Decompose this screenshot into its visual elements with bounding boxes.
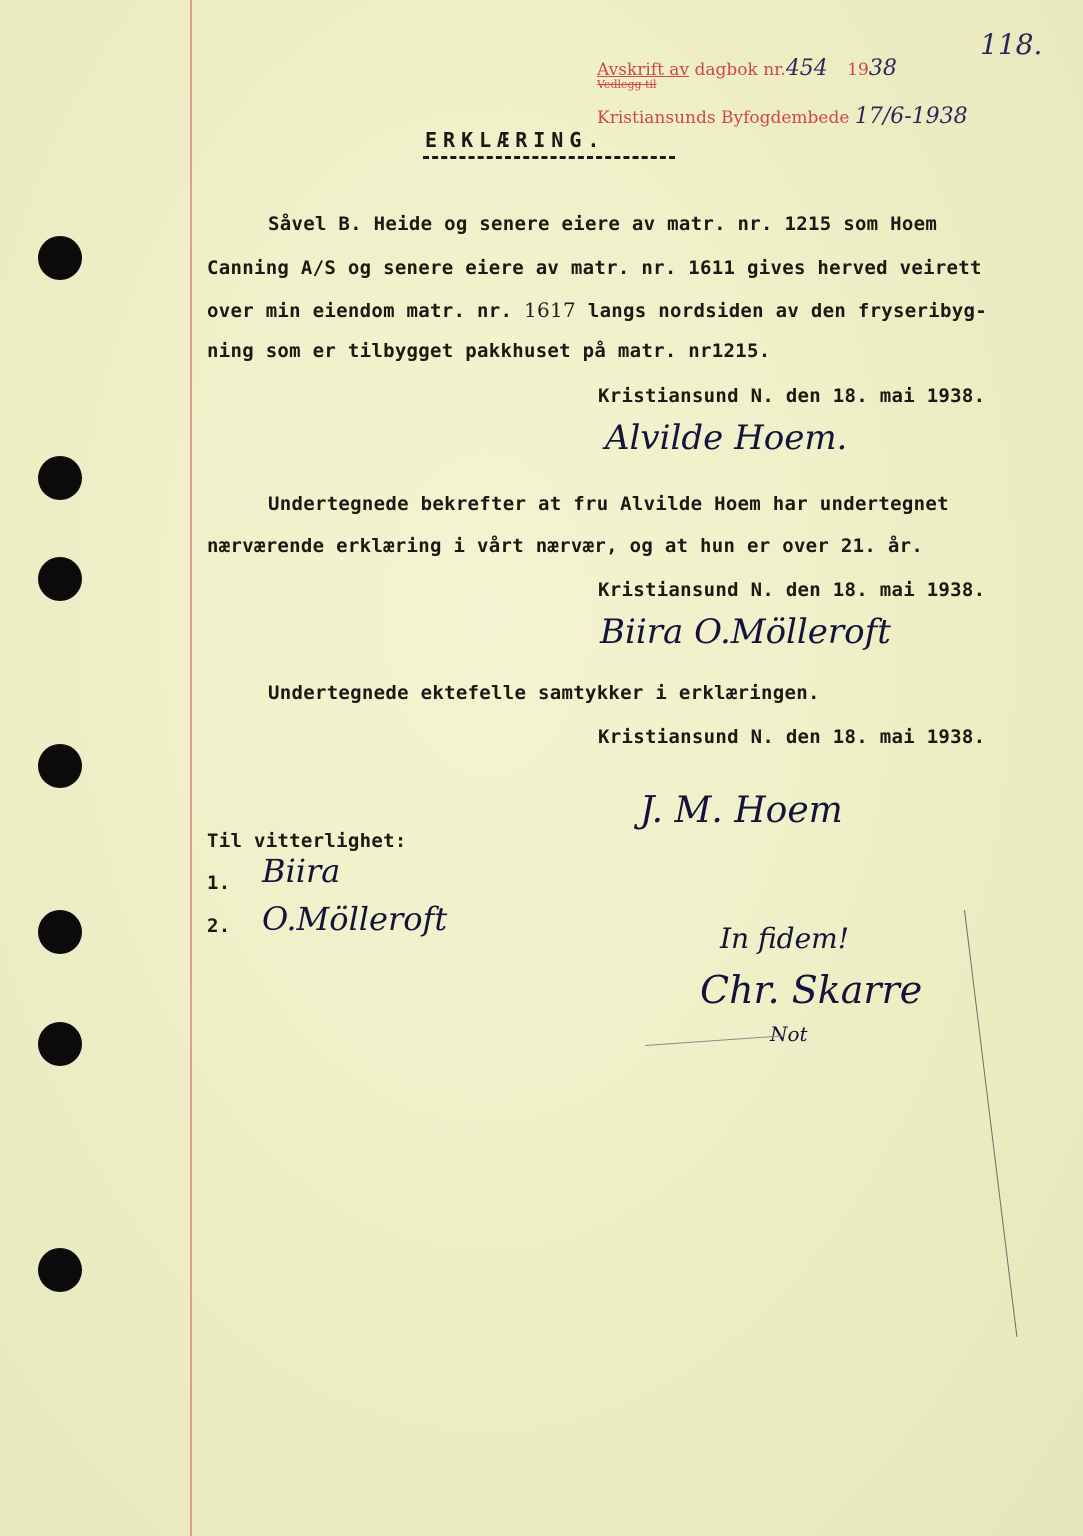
- punch-hole: [38, 557, 82, 601]
- certification-signature: Chr. Skarre: [700, 968, 923, 1012]
- paragraph2-line2: nærværende erklæring i vårt nærvær, og at hun er over 21. år.: [207, 535, 924, 557]
- signature-jm-hoem: J. M. Hoem: [640, 790, 843, 831]
- witness-signature-2: O.Mölleroft: [262, 900, 448, 938]
- certification-line1: In fidem!: [720, 922, 849, 955]
- signature-alvilde-hoem: Alvilde Hoem.: [605, 418, 848, 458]
- dagbok-number: 454: [785, 56, 828, 81]
- paragraph1-line4: ning som er tilbygget pakkhuset på matr. nr1215.: [207, 340, 771, 362]
- pencil-mark: [964, 910, 1017, 1337]
- place-date-3: Kristiansund N. den 18. mai 1938.: [598, 726, 986, 748]
- certification-flourish: [645, 1035, 785, 1046]
- stamp-strike: Vedlegg til: [597, 78, 657, 91]
- paragraph1-line3-b: langs nordsiden av den fryseribyg-: [587, 300, 987, 322]
- document-title: ERKLÆRING.: [425, 128, 606, 152]
- punch-hole: [38, 456, 82, 500]
- stamp-office: Kristiansunds Byfogdembede: [597, 108, 850, 128]
- punch-hole: [38, 910, 82, 954]
- witness-signature-1: Biira: [262, 852, 341, 890]
- stamp-date: 17/6-1938: [854, 104, 968, 129]
- stamp-year-suffix: 38: [868, 56, 897, 81]
- margin-line: [190, 0, 192, 1536]
- witness-number-1: 1.: [207, 872, 231, 894]
- punch-hole: [38, 236, 82, 280]
- place-date-1: Kristiansund N. den 18. mai 1938.: [598, 385, 986, 407]
- stamp-line-2: [597, 104, 968, 129]
- punch-hole: [38, 1022, 82, 1066]
- place-date-2: Kristiansund N. den 18. mai 1938.: [598, 579, 986, 601]
- punch-hole: [38, 744, 82, 788]
- title-underline: [423, 156, 675, 159]
- page-number: 118.: [980, 28, 1043, 61]
- paragraph1-line3-a: over min eiendom matr. nr.: [207, 300, 513, 322]
- inserted-number: 1617: [523, 298, 577, 322]
- signature-witnesses: Biira O.Mölleroft: [600, 612, 891, 652]
- paragraph2-line1: Undertegnede bekrefter at fru Alvilde Hoem har undertegnet: [268, 493, 949, 515]
- punch-hole: [38, 1248, 82, 1292]
- paragraph1-line2: Canning A/S og senere eiere av matr. nr. 1611 gives herved veirett: [207, 257, 982, 279]
- paragraph3: Undertegnede ektefelle samtykker i erklæringen.: [268, 682, 820, 704]
- paragraph1-line1: Såvel B. Heide og senere eiere av matr. nr. 1215 som Hoem: [268, 213, 938, 235]
- stamp-year-prefix: 19: [847, 60, 869, 80]
- stamp-strike-line: [597, 73, 657, 93]
- paragraph1-line3: [207, 298, 987, 322]
- stamp-label: dagbok nr.: [694, 60, 786, 80]
- certification-title: Not: [770, 1022, 808, 1046]
- witness-number-2: 2.: [207, 915, 231, 937]
- stamp-prefix: Avskrift av: [597, 60, 690, 80]
- witness-heading: Til vitterlighet:: [207, 830, 407, 852]
